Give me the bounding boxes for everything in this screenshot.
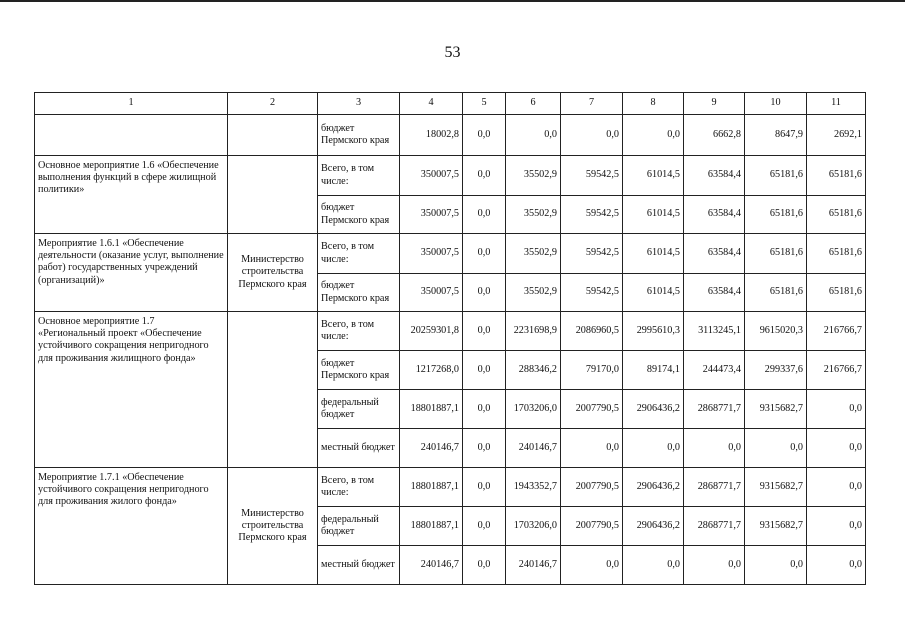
header-cell: 3 xyxy=(318,93,400,115)
value-cell: 65181,6 xyxy=(745,196,807,234)
budget-table xyxy=(34,92,866,585)
value-cell: 2007790,5 xyxy=(561,468,623,507)
value-cell: 0,0 xyxy=(561,429,623,468)
header-cell: 11 xyxy=(807,93,866,115)
value-cell: 18801887,1 xyxy=(400,468,463,507)
value-cell: 0,0 xyxy=(463,351,506,390)
value-cell: 2086960,5 xyxy=(561,312,623,351)
value-cell: 216766,7 xyxy=(807,351,866,390)
executor-cell: Министерство строительства Пермского края xyxy=(228,234,318,312)
value-cell: 3113245,1 xyxy=(684,312,745,351)
value-cell: 35502,9 xyxy=(506,274,561,312)
value-cell: 0,0 xyxy=(807,546,866,585)
value-cell: 2231698,9 xyxy=(506,312,561,351)
value-cell: 2995610,3 xyxy=(623,312,684,351)
page-number: 53 xyxy=(444,44,461,61)
value-cell: 61014,5 xyxy=(623,234,684,274)
funding-source-cell: федеральный бюджет xyxy=(318,390,400,429)
table-row xyxy=(35,156,866,196)
value-cell: 65181,6 xyxy=(807,234,866,274)
value-cell: 0,0 xyxy=(745,546,807,585)
header-cell: 9 xyxy=(684,93,745,115)
value-cell: 0,0 xyxy=(684,546,745,585)
value-cell: 2906436,2 xyxy=(623,390,684,429)
header-cell: 5 xyxy=(463,93,506,115)
measure-cell: Основное мероприятие 1.7 «Региональный проект «Обеспечение устойчивого сокращения непригодного для проживания жилищного фонда» xyxy=(35,312,228,468)
value-cell: 0,0 xyxy=(463,312,506,351)
value-cell: 0,0 xyxy=(561,115,623,156)
measure-cell xyxy=(35,115,228,156)
value-cell: 1703206,0 xyxy=(506,390,561,429)
measure-cell: Мероприятие 1.7.1 «Обеспечение устойчивого сокращения непригодного для проживания жилого фонда» xyxy=(35,468,228,585)
table-row xyxy=(35,312,866,351)
header-cell: 4 xyxy=(400,93,463,115)
executor-cell xyxy=(228,312,318,468)
table-header-row xyxy=(35,93,866,115)
value-cell: 0,0 xyxy=(463,546,506,585)
value-cell: 0,0 xyxy=(745,429,807,468)
value-cell: 0,0 xyxy=(807,390,866,429)
value-cell: 0,0 xyxy=(506,115,561,156)
value-cell: 61014,5 xyxy=(623,196,684,234)
value-cell: 240146,7 xyxy=(400,546,463,585)
value-cell: 63584,4 xyxy=(684,156,745,196)
table-row xyxy=(35,468,866,507)
value-cell: 1943352,7 xyxy=(506,468,561,507)
funding-source-cell: местный бюджет xyxy=(318,429,400,468)
value-cell: 299337,6 xyxy=(745,351,807,390)
value-cell: 0,0 xyxy=(463,196,506,234)
value-cell: 0,0 xyxy=(463,429,506,468)
value-cell: 0,0 xyxy=(463,156,506,196)
funding-source-cell: Всего, в том числе: xyxy=(318,468,400,507)
value-cell: 1217268,0 xyxy=(400,351,463,390)
value-cell: 2868771,7 xyxy=(684,507,745,546)
value-cell: 350007,5 xyxy=(400,274,463,312)
funding-source-cell: федеральный бюджет xyxy=(318,507,400,546)
funding-source-cell: бюджет Пермского края xyxy=(318,115,400,156)
value-cell: 216766,7 xyxy=(807,312,866,351)
value-cell: 1703206,0 xyxy=(506,507,561,546)
value-cell: 0,0 xyxy=(623,429,684,468)
value-cell: 9615020,3 xyxy=(745,312,807,351)
measure-cell: Мероприятие 1.6.1 «Обеспечение деятельности (оказание услуг, выполнение работ) государственных учреждений (организаций)» xyxy=(35,234,228,312)
value-cell: 61014,5 xyxy=(623,156,684,196)
funding-source-cell: бюджет Пермского края xyxy=(318,274,400,312)
value-cell: 240146,7 xyxy=(506,546,561,585)
value-cell: 65181,6 xyxy=(807,196,866,234)
header-cell: 8 xyxy=(623,93,684,115)
value-cell: 65181,6 xyxy=(745,156,807,196)
header-cell: 2 xyxy=(228,93,318,115)
value-cell: 63584,4 xyxy=(684,234,745,274)
value-cell: 59542,5 xyxy=(561,234,623,274)
value-cell: 2007790,5 xyxy=(561,390,623,429)
value-cell: 2692,1 xyxy=(807,115,866,156)
value-cell: 59542,5 xyxy=(561,274,623,312)
value-cell: 59542,5 xyxy=(561,156,623,196)
value-cell: 2868771,7 xyxy=(684,468,745,507)
value-cell: 9315682,7 xyxy=(745,390,807,429)
header-cell: 6 xyxy=(506,93,561,115)
value-cell: 2906436,2 xyxy=(623,507,684,546)
header-cell: 7 xyxy=(561,93,623,115)
value-cell: 59542,5 xyxy=(561,196,623,234)
value-cell: 63584,4 xyxy=(684,274,745,312)
table-row xyxy=(35,115,866,156)
funding-source-cell: Всего, в том числе: xyxy=(318,234,400,274)
value-cell: 2906436,2 xyxy=(623,468,684,507)
value-cell: 0,0 xyxy=(684,429,745,468)
value-cell: 65181,6 xyxy=(807,274,866,312)
value-cell: 0,0 xyxy=(463,115,506,156)
value-cell: 350007,5 xyxy=(400,234,463,274)
value-cell: 35502,9 xyxy=(506,234,561,274)
value-cell: 240146,7 xyxy=(400,429,463,468)
value-cell: 0,0 xyxy=(561,546,623,585)
value-cell: 0,0 xyxy=(463,274,506,312)
funding-source-cell: бюджет Пермского края xyxy=(318,351,400,390)
value-cell: 18002,8 xyxy=(400,115,463,156)
value-cell: 63584,4 xyxy=(684,196,745,234)
value-cell: 65181,6 xyxy=(745,234,807,274)
value-cell: 18801887,1 xyxy=(400,390,463,429)
scan-edge-line xyxy=(0,0,905,2)
value-cell: 61014,5 xyxy=(623,274,684,312)
value-cell: 0,0 xyxy=(623,546,684,585)
value-cell: 2868771,7 xyxy=(684,390,745,429)
value-cell: 0,0 xyxy=(463,234,506,274)
funding-source-cell: бюджет Пермского края xyxy=(318,196,400,234)
table-row xyxy=(35,234,866,274)
value-cell: 65181,6 xyxy=(807,156,866,196)
measure-cell: Основное мероприятие 1.6 «Обеспечение выполнения функций в сфере жилищной политики» xyxy=(35,156,228,234)
value-cell: 20259301,8 xyxy=(400,312,463,351)
executor-cell xyxy=(228,115,318,156)
value-cell: 288346,2 xyxy=(506,351,561,390)
value-cell: 9315682,7 xyxy=(745,468,807,507)
value-cell: 79170,0 xyxy=(561,351,623,390)
value-cell: 0,0 xyxy=(807,468,866,507)
header-cell: 10 xyxy=(745,93,807,115)
value-cell: 0,0 xyxy=(463,468,506,507)
value-cell: 6662,8 xyxy=(684,115,745,156)
value-cell: 350007,5 xyxy=(400,196,463,234)
value-cell: 35502,9 xyxy=(506,156,561,196)
value-cell: 65181,6 xyxy=(745,274,807,312)
header-cell: 1 xyxy=(35,93,228,115)
funding-source-cell: Всего, в том числе: xyxy=(318,156,400,196)
value-cell: 0,0 xyxy=(463,390,506,429)
value-cell: 244473,4 xyxy=(684,351,745,390)
funding-source-cell: Всего, в том числе: xyxy=(318,312,400,351)
funding-source-cell: местный бюджет xyxy=(318,546,400,585)
value-cell: 240146,7 xyxy=(506,429,561,468)
value-cell: 35502,9 xyxy=(506,196,561,234)
value-cell: 9315682,7 xyxy=(745,507,807,546)
executor-cell xyxy=(228,156,318,234)
executor-cell: Министерство строительства Пермского края xyxy=(228,468,318,585)
value-cell: 2007790,5 xyxy=(561,507,623,546)
value-cell: 0,0 xyxy=(623,115,684,156)
value-cell: 0,0 xyxy=(807,429,866,468)
value-cell: 350007,5 xyxy=(400,156,463,196)
value-cell: 18801887,1 xyxy=(400,507,463,546)
value-cell: 89174,1 xyxy=(623,351,684,390)
value-cell: 0,0 xyxy=(463,507,506,546)
value-cell: 8647,9 xyxy=(745,115,807,156)
value-cell: 0,0 xyxy=(807,507,866,546)
